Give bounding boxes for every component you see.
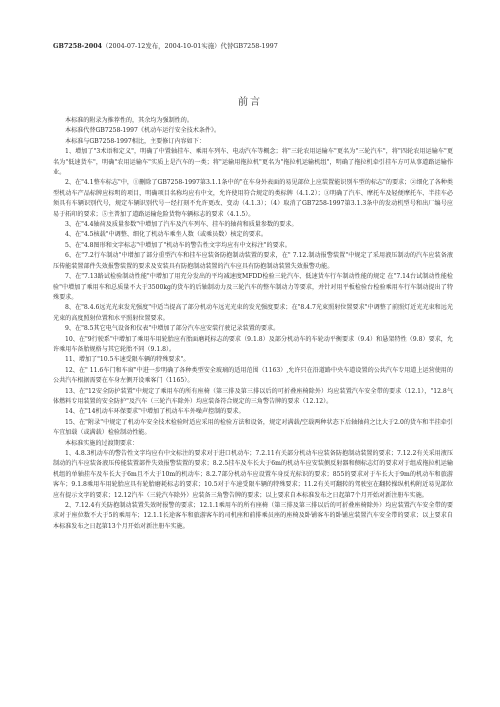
paragraph: 9、在"8.5其它电气设备和仪表"中增加了部分汽车应安装行驶记录装置的要求。 [65,325,280,333]
paragraph: 7、在"7.13路试检验制动性能"中增加了用充分发出的平均减速度MFDD检验三轮汽车、低速货车行车制动性能的规定 在"7.14台试制动性能检验"中增加了乘用车和总质量不大于3500kg的货车的后轴制动力及三轮汽车的整车制动力等要求，并针对用平板检验台检验乘用车行车制动提出了特殊要求。 [53,273,453,301]
paragraph: 8、在"8.4.6远光光束发光强度"中适当提高了部分机动车远光光束的发光强度要求；在"8.4.7光束照射位置要求"中调整了前照灯近光光束和远光光束的高度照射位置和水平照射位置要求。 [53,304,453,322]
paragraph: 10、在"9行驶系"中增加了乘用车用轮胎应有胎面磨耗标志的要求（9.1.8）及部分机动车的车轮动平衡要求（9.4）和悬架特性（9.8）要求，允许乘用车备胎规格与其它轮胎不同（9.1.8）。 [53,335,453,353]
paragraph: 15、在"附录"中规定了机动车安全技术检验时适应采用的检验方法和设备，规定对满载/空载两种状态下后轴轴荷之比大于2.0的货车和半挂牵引车宜加载（或满载）检验制动性能。 [53,418,453,437]
paragraph: 2、在"4.1整车标志"中，①删除了GB7258-1997第3.1.1条中的"在车身外表面的易见部位上应装置能识别车型的标志"的要求；②细化了各种类型机动车产品标牌应标明的项目，明确项目名称均应有中文，允许使用符合规定的类标牌（4.1.2）；③明确了汽车、摩托车及轻便摩托车、半挂车必须具有车辆识别代号，规定车辆识别代号一经打刻不允许更改、变动（4.1.3）；（4）取消了GB7258-1997第3.1.3条中的发动机型号和出厂编号应易于拓印的要求；⑤主普加了道路运输危险货物车辆标志的要求（4.1.5）。 [53,179,453,218]
standard-code: GB7258-2004 [53,42,103,50]
document-body [53,116,453,532]
paragraph: 本标准与GB7258-1997相比，主要修订内容如下： [65,137,205,145]
paragraph: 2、7.12.4有关防抱制动装置失效时报警的要求；12.1.1乘用车的所有座椅（第三排及第三排以后的可折叠座椅除外）均应装置汽车安全带的要求对于座位数不大于5的乘用车；12.1.1长途客车和旅游客车的司机座和前排乘员座的座椅及卧铺客车的卧铺应装置汽车安全带的要求；以上要求自本标准发布之日起第13个月开始对新注册车实施。 [53,502,453,530]
paragraph: 本标准的附录为推荐性的，其余均为强制性的。 [65,117,193,124]
paragraph: 12、在" 11.6车门和车窗"中进一步明确了各种类型安全玻璃的适用范围（1163）,允许只在沿道路中央车道设置的公共汽车专用道上运营使用的公共汽车根据需要在车身左侧开设乘客门（1165）。 [53,366,453,385]
paragraph: 14、在"14机动车环保要求"中增加了机动车车外噪声控制的要求。 [65,408,245,416]
paragraph: 3、在"4.4轴荷及质量参数"中增加了汽车及汽车列车、挂车的轴荷和质量参数的要求。 [65,221,298,229]
paragraph: 13、在"12安全防护装置"中规定了乘用车的所有座椅（第三排及第三排以后的可折叠座椅除外）均应装置汽车安全带的要求（12.1），"12.8气体燃料专用装置的安全防护"及汽车（三轮汽车除外）均应装备符合规定的三角警告牌的要求（12.12）。 [53,387,453,405]
paragraph: 4、在"4.5核载"中调整、细化了机动车乘坐人数（或乘员数）核定的要求。 [65,231,267,239]
paragraph: 6、在"7.2行车制动"中增加了部分重型汽车和挂车应装备防抱制动装置的要求，在" 7.12.制动报警装置"中规定了采用液压制动的汽车应装备液压传能装置部件失效报警装置的要求及安装具有防抱制动装置的汽车应具有防抱制动装置失效报警功能。 [53,252,453,270]
paragraph: 5、在"4.8图形和文字标志"中增加了"机动车的警告性文字均应有中文标注"的要求。 [65,241,291,249]
section-title: 前言 [238,97,262,108]
paragraph: 本标准实施的过渡期要求： [65,439,139,447]
paragraph: 11、增加了"10.5车速受限车辆的特殊要求"。 [65,356,190,364]
paragraph: 1、增加了"3术语和定义"，明确了中置轴挂车、乘用车列车、电动汽车等概念；将"三轮农用运输车"更名为"三轮汽车"，将"四轮农用运输车"更名为"低速货车"，明确"农用运输车"实质上是汽车的一类；将"运输用拖拉机"更名为"拖拉机运输机组"，明确了拖拉机牵引挂车方可从事道路运输作业。 [53,148,453,177]
standard-info: （2004-07-12发布，2004-10-01实施）代替GB7258-1997 [102,42,278,50]
paragraph: 1、4.8.3机动车的警告性文字均应有中文标注的要求对于进口机动车；7.2.11有关部分机动车应装备防抱制动装置的要求；7.12.2有关采用液压制动的汽车应装备液压传能装置部件失效报警装置的要求；8.2.5挂车及车长大于6m的机动车应安装侧反射器和侧标志灯的要求对于组成拖拉机运输机组的单轴挂车及车长大于6m且不大于10m的机动车；8.2.7部分机动车应设置车身反光标识的要求；855的要求对于车长大于9m的机动车和旅游客车；9.1.8乘用车用轮胎应具有轮胎磨耗标志的要求；10.5对于车速受限车辆的特殊要求；11.2有关可翻转的驾驶室在翻转操纵机构附近易见部位应有提示文字的要求；12.12汽车（三轮汽车除外）应装备三角警告牌的要求；以上要求自本标准发布之日起第7个月开始对新注册车实施。 [53,450,453,499]
paragraph: 本标准代替GB7258-1997《机动车运行安全技术条件》。 [65,127,221,135]
standard-header [53,42,453,50]
